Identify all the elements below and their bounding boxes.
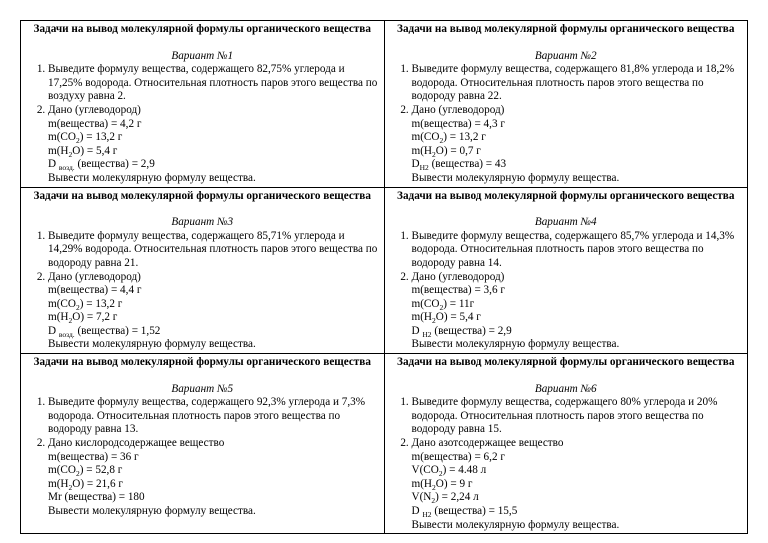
card-title: Задачи на вывод молекулярной формулы органического вещества — [33, 189, 371, 202]
worksheet — [20, 20, 748, 534]
final-instruction: Вывести молекулярную формулу вещества. — [48, 338, 256, 351]
final-instruction: Вывести молекулярную формулу вещества. — [411, 171, 620, 184]
task-list — [26, 230, 379, 352]
variant-card-2 — [384, 21, 748, 188]
task-list — [26, 63, 379, 185]
given-line: D $_{H2}$ (вещества) = 2,9 — [411, 324, 512, 340]
task-2-title: 2. Дано кислородсодержащее вещество — [48, 437, 225, 450]
variant-card-3 — [21, 187, 385, 354]
task-2-title: 2. Дано (углеводород) — [48, 103, 141, 116]
task-2 — [412, 437, 743, 532]
task-2-title: 2. Дано (углеводород) — [411, 270, 505, 283]
given-line: $m(H_2O) = 5,4$ г — [48, 144, 118, 159]
given-line: $V(CO_2) = 4.48$ л — [411, 464, 487, 479]
given-line: $m(H_2O) = 5,4$ г — [411, 311, 481, 326]
task-list — [26, 396, 379, 518]
given-line: Mr (вещества) = 180 — [48, 491, 145, 504]
given-line: m(вещества) = 4,4 г — [48, 284, 142, 297]
given-line: D $_{H2}$ (вещества) = 15,5 — [411, 505, 518, 520]
task-2 — [48, 271, 379, 353]
variant-label: Вариант №3 — [171, 216, 234, 229]
variant-label: Вариант №6 — [534, 382, 597, 395]
final-instruction: Вывести молекулярную формулу вещества. — [48, 171, 256, 184]
given-line: m(вещества) = 36 г — [48, 450, 139, 463]
given-line: $V(N_2) = 2,24$ л — [411, 491, 479, 506]
task-1: 1. Выведите формулу вещества, содержащего 81,8% углерода и 18,2% водорода. Относительная плотность паров этого вещества по водороду равна 22. — [412, 63, 743, 104]
final-instruction: Вывести молекулярную формулу вещества. — [411, 338, 620, 351]
card-title: Задачи на вывод молекулярной формулы органического вещества — [397, 189, 735, 202]
given-line: $m(H_2O) = 0,7$ г — [411, 144, 481, 159]
given-line: $m(CO_2) = 52,8$ г — [48, 464, 123, 479]
given-line: m(вещества) = 6,2 г — [411, 450, 505, 463]
task-1: 1. Выведите формулу вещества, содержащего 82,75% углерода и 17,25% водорода. Относительная плотность паров этого вещества по воздуху равна 2. — [48, 63, 379, 104]
table-row — [21, 21, 748, 188]
variant-card-4 — [384, 187, 748, 354]
given-line: $m(CO_2) = 13,2$ г — [411, 131, 486, 146]
given-line: m(вещества) = 3,6 г — [411, 284, 505, 297]
final-instruction: Вывести молекулярную формулу вещества. — [48, 505, 256, 517]
table-row — [21, 187, 748, 354]
variant-card-6 — [384, 354, 748, 534]
task-2 — [48, 104, 379, 186]
variant-card-5 — [21, 354, 385, 534]
card-title: Задачи на вывод молекулярной формулы органического вещества — [33, 356, 371, 369]
task-2 — [48, 437, 379, 519]
task-2-title: 2. Дано азотсодержащее вещество — [411, 437, 564, 450]
task-list — [390, 63, 743, 185]
given-line: D $_{возд.}$ (вещества) = 2,9 — [48, 158, 155, 173]
given-line: $m(H_2O) = 9$ г — [411, 477, 473, 493]
task-1: 1. Выведите формулу вещества, содержащего 85,71% углерода и 14,29% водорода. Относительная плотность паров этого вещества по водороду равна 21. — [48, 230, 379, 271]
given-line: m(вещества) = 4,2 г — [48, 117, 142, 130]
task-2 — [412, 271, 743, 353]
table-row — [21, 354, 748, 534]
task-list — [390, 396, 743, 532]
variant-card-1 — [21, 21, 385, 188]
variant-label: Вариант №2 — [534, 49, 597, 62]
task-1: 1. Выведите формулу вещества, содержащего 80% углерода и 20% водорода. Относительная плотность паров этого вещества по водороду равна 15. — [412, 396, 743, 437]
given-line: $m(H_2O) = 21,6$ г — [48, 477, 123, 493]
given-line: $m(CO_2) = 13,2$ г — [48, 297, 123, 312]
variant-label: Вариант №4 — [534, 216, 597, 229]
given-line: D $_{возд.}$ (вещества) = 1,52 — [48, 324, 161, 340]
task-1: 1. Выведите формулу вещества, содержащего 85,7% углерода и 14,3% водорода. Относительная плотность паров этого вещества по водороду равна 14. — [412, 230, 743, 271]
task-2-title: 2. Дано (углеводород) — [411, 103, 505, 116]
given-line: m(вещества) = 4,3 г — [411, 117, 505, 130]
variant-label: Вариант №5 — [171, 382, 234, 395]
given-line: $m(CO_2) = 11г$ — [411, 297, 475, 312]
given-line: $m(H_2O) = 7,2$ г — [48, 311, 118, 326]
task-1: 1. Выведите формулу вещества, содержащего 92,3% углерода и 7,3% водорода. Относительная плотность паров этого вещества по водороду равна 13. — [48, 396, 379, 437]
task-list — [390, 230, 743, 352]
card-title: Задачи на вывод молекулярной формулы органического вещества — [33, 23, 371, 35]
task-2-title: 2. Дано (углеводород) — [48, 270, 141, 283]
given-line: $D_{H2}$ (вещества) = 43 — [411, 158, 507, 173]
variants-table — [20, 20, 748, 534]
final-instruction: Вывести молекулярную формулу вещества. — [411, 518, 620, 531]
task-2 — [412, 104, 743, 186]
variant-label: Вариант №1 — [171, 49, 234, 62]
given-line: $m(CO_2) = 13,2$ г — [48, 131, 123, 146]
card-title: Задачи на вывод молекулярной формулы органического вещества — [397, 356, 735, 369]
card-title: Задачи на вывод молекулярной формулы органического вещества — [397, 23, 735, 35]
